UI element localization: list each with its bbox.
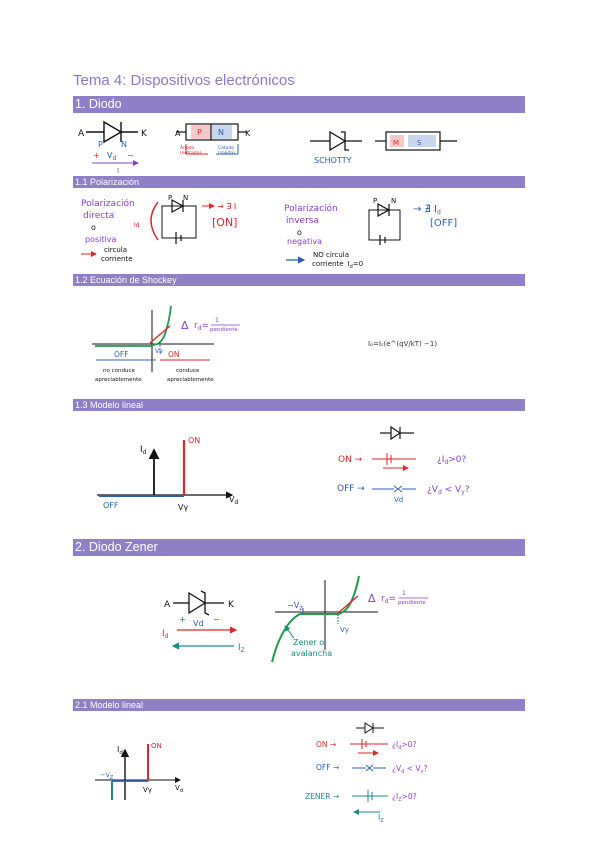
linear-off-vd: Vd xyxy=(394,496,404,504)
section-header-diodo: 1. Diodo xyxy=(73,96,525,113)
zl-off-condition: ¿$V_d < V_\gamma$? xyxy=(392,764,428,775)
directa-circuit xyxy=(162,200,196,244)
zener-slope-den: pendiente xyxy=(398,600,426,606)
conduce-1: conduce xyxy=(176,368,200,374)
linear-vy: Vγ xyxy=(178,503,189,512)
shockley-vy: Vγ xyxy=(155,348,163,355)
linear-off-model xyxy=(372,486,416,492)
no-conduce-2: apreciablemente xyxy=(95,377,142,383)
linear-model-diode xyxy=(380,427,414,439)
zener-id-label: $I_d$ xyxy=(162,629,169,640)
zener-text-1: Zener o xyxy=(293,638,325,647)
pn-n-label: N xyxy=(218,128,224,137)
directa-subtitle: directa xyxy=(83,211,115,221)
zener-plus: + xyxy=(179,615,186,624)
inversa-circuit xyxy=(369,204,400,245)
zl-on-row: ON → xyxy=(316,740,337,749)
linear-on-row: ON → xyxy=(338,455,363,465)
shockley-equation: Iₒ=Iₛ(e^(qV/kT) −1) xyxy=(368,340,438,348)
slope-denominator: pendiente xyxy=(210,327,238,333)
schottky-label: SCHOTTY xyxy=(314,156,352,165)
zener-slope-delta: Δ xyxy=(368,592,376,605)
zener-slope-formula: $r_d=$ xyxy=(381,594,397,605)
zl-on: ON xyxy=(151,742,162,750)
inversa-subtitle: inversa xyxy=(286,216,319,226)
zl-diode-symbol xyxy=(356,723,384,733)
no-conduce-1: no conduce xyxy=(103,368,135,374)
directa-o: o xyxy=(91,223,96,232)
zener-text-2: avalancha xyxy=(291,649,333,658)
zener-a-label: A xyxy=(164,600,171,610)
shockley-curve-plot xyxy=(92,306,214,372)
id-exists: → ∃ I xyxy=(217,202,237,211)
s-label: S xyxy=(417,139,422,147)
linear-on: ON xyxy=(188,436,201,445)
section-header-zener-modelo: 2.1 Modelo lineal xyxy=(73,699,525,711)
conduce-2: apreciablemente xyxy=(167,377,214,383)
no-circula-text-1: NO circula xyxy=(313,251,350,259)
zener-neg-vz: $-V_Z$ xyxy=(287,601,303,612)
linear-vd-axis: $V_d$ xyxy=(229,495,239,506)
section-header-polarizacion: 1.1 Polarización xyxy=(73,176,525,188)
ms-junction xyxy=(375,132,457,150)
zl-vd-axis: $V_d$ xyxy=(175,784,183,794)
anode-zone-label: Ánodo xyxy=(180,146,195,151)
zl-off-row: OFF → xyxy=(316,763,340,772)
zener-iz-label: $I_Z$ xyxy=(238,643,245,654)
zl-zener-model xyxy=(352,790,388,812)
inversa-n-label: N xyxy=(391,197,397,205)
circula-text-2: corriente xyxy=(101,255,133,263)
pn-p-label: P xyxy=(197,128,202,137)
linear-id-axis: $I_d$ xyxy=(140,445,147,456)
directa-positiva: positiva xyxy=(85,235,117,244)
on-state: [ON] xyxy=(212,216,238,229)
cathode-zone-sub: (salida) xyxy=(218,151,235,156)
zener-minus: − xyxy=(213,615,220,624)
id-noexists: → ∄ $I_d$ xyxy=(413,204,441,216)
linear-off: OFF xyxy=(103,501,119,510)
zl-id-axis: $I_d$ xyxy=(117,745,123,756)
off-state: [OFF] xyxy=(430,218,458,229)
zl-on-model xyxy=(350,739,388,753)
zl-neg-vz: $-V_Z$ xyxy=(100,771,114,781)
linear-model-plot xyxy=(97,440,232,496)
m-label: M xyxy=(393,139,400,147)
no-circula-text-2: corriente $I_d=0$ xyxy=(312,260,364,270)
inversa-title: Polarización xyxy=(284,204,338,214)
current-label: I xyxy=(117,167,120,175)
directa-id-label: Id xyxy=(134,222,140,229)
inversa-negativa: negativa xyxy=(287,237,322,246)
directa-title: Polarización xyxy=(81,199,135,209)
zl-on-condition: ¿$I_d>0$? xyxy=(392,740,417,751)
inversa-p-label: P xyxy=(373,197,378,205)
directa-current-arc xyxy=(151,202,158,240)
anode-label: A xyxy=(78,129,85,139)
zener-vy: Vγ xyxy=(340,626,349,634)
pn-cathode-label: K xyxy=(245,129,251,138)
directa-p-label: P xyxy=(168,194,173,202)
zener-vd: Vd xyxy=(193,619,204,628)
minus-sign: − xyxy=(127,151,134,160)
section-header-zener: 2. Diodo Zener xyxy=(73,539,525,556)
p-label: P xyxy=(98,140,103,149)
cathode-zone-label: Cátodo xyxy=(218,146,235,151)
schottky-symbol xyxy=(310,132,362,150)
linear-on-condition: ¿$I_d>0$? xyxy=(437,455,467,466)
diode-symbol xyxy=(86,122,138,142)
zener-symbol xyxy=(173,591,224,615)
pn-anode-label: A xyxy=(175,129,181,138)
circula-text-1: circula xyxy=(104,246,128,254)
directa-n-label: N xyxy=(183,194,189,202)
zl-iz-label: $I_Z$ xyxy=(378,813,384,824)
vd-label: $V_d$ xyxy=(107,151,117,162)
section-header-modelo-lineal: 1.3 Modelo lineal xyxy=(73,399,525,411)
cathode-label: K xyxy=(141,129,147,139)
shockley-on: ON xyxy=(168,350,180,359)
n-label: N xyxy=(121,140,127,149)
linear-on-model xyxy=(372,453,416,468)
inversa-o: o xyxy=(297,228,302,237)
zener-k-label: K xyxy=(228,600,234,610)
zl-vy: Vγ xyxy=(143,786,152,794)
section-header-shockley: 1.2 Ecuación de Shockey xyxy=(73,274,525,286)
shockley-off: OFF xyxy=(114,350,129,359)
slope-numerator: 1 xyxy=(215,317,219,324)
anode-zone-sub: (entrada) xyxy=(180,151,202,156)
linear-off-row: OFF → xyxy=(337,484,365,494)
zl-zener-condition: ¿$I_Z>0$? xyxy=(392,792,417,803)
document-title: Tema 4: Dispositivos electrónicos xyxy=(73,72,295,89)
linear-off-condition: ¿$V_d < V_\gamma$? xyxy=(427,485,470,496)
zl-zener-row: ZENER → xyxy=(305,792,340,801)
slope-delta: Δ xyxy=(181,319,189,332)
zl-off-model xyxy=(352,765,386,771)
plus-sign: + xyxy=(93,151,100,160)
zener-slope-num: 1 xyxy=(402,590,406,597)
slope-formula: $r_d=$ xyxy=(194,321,210,332)
